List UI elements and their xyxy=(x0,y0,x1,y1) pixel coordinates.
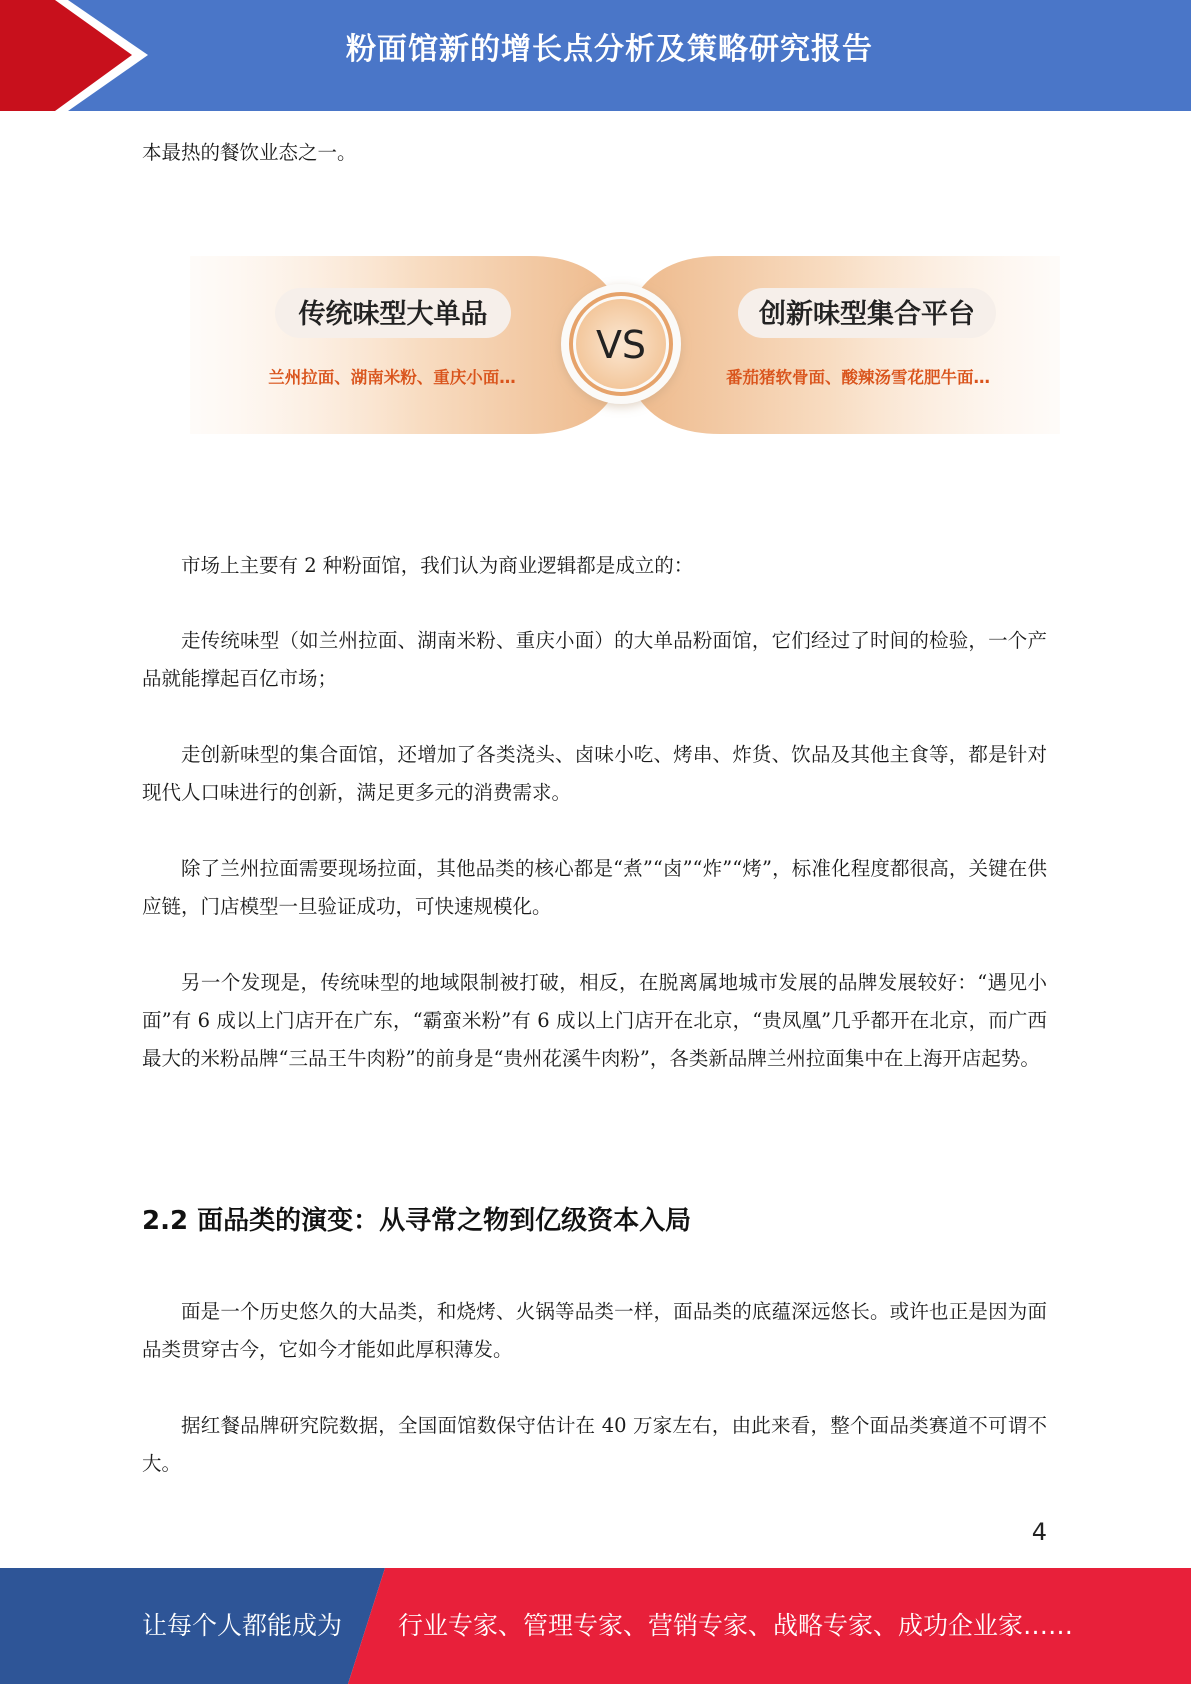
body-paragraph: 市场上主要有 2 种粉面馆，我们认为商业逻辑都是成立的： xyxy=(181,554,694,577)
vs-comparison-diagram xyxy=(190,250,1060,440)
report-title: 粉面馆新的增长点分析及策略研究报告 xyxy=(346,32,873,67)
body-paragraph: 走创新味型的集合面馆，还增加了各类浇头、卤味小吃、烤串、炸货、饮品及其他主食等，都是针对现代人口味进行的创新，满足更多元的消费需求。 xyxy=(142,743,1047,804)
intro-line: 本最热的餐饮业态之一。 xyxy=(142,141,357,164)
section-paragraph: 据红餐品牌研究院数据，全国面馆数保守估计在 40 万家左右，由此来看，整个面品类赛道不可谓不大。 xyxy=(142,1414,1047,1475)
body-paragraph-1-block xyxy=(142,547,1047,585)
right-examples: 番茄猪软骨面、酸辣汤雪花肥牛面… xyxy=(726,368,990,387)
section-paragraph: 面是一个历史悠久的大品类，和烧烤、火锅等品类一样，面品类的底蕴深远悠长。或许也正是因为面品类贯穿古今，它如今才能如此厚积薄发。 xyxy=(142,1300,1047,1361)
vs-label: VS xyxy=(595,323,647,367)
left-examples: 兰州拉面、湖南米粉、重庆小面… xyxy=(268,368,516,387)
body-paragraph-5-block xyxy=(142,964,1047,1078)
body-paragraph: 除了兰州拉面需要现场拉面，其他品类的核心都是“煮”“卤”“炸”“烤”，标准化程度都很高，关键在供应链，门店模型一旦验证成功，可快速规模化。 xyxy=(142,857,1047,918)
section-heading: 2.2 面品类的演变：从寻常之物到亿级资本入局 xyxy=(142,1206,692,1236)
left-title: 传统味型大单品 xyxy=(298,299,488,330)
body-paragraph: 走传统味型（如兰州拉面、湖南米粉、重庆小面）的大单品粉面馆，它们经过了时间的检验，一个产品就能撑起百亿市场； xyxy=(142,629,1047,690)
right-title: 创新味型集合平台 xyxy=(759,299,975,330)
section-paragraph-1-block xyxy=(142,1293,1047,1369)
body-paragraph-4-block xyxy=(142,850,1047,926)
section-paragraph-2-block xyxy=(142,1407,1047,1483)
page-header xyxy=(0,0,1191,111)
body-paragraph: 另一个发现是，传统味型的地域限制被打破，相反，在脱离属地城市发展的品牌发展较好：“遇见小面”有 6 成以上门店开在广东，“霸蛮米粉”有 6 成以上门店开在北京，“贵凤凰”几乎都开在北京，而广西最大的米粉品牌“三品王牛肉粉”的前身是“贵州花溪牛肉粉”，各类新品牌兰州拉面集中在上海开店起势。 xyxy=(142,971,1047,1070)
right-panel-shape xyxy=(640,256,1060,434)
body-paragraph-3-block xyxy=(142,736,1047,812)
footer-slogan-left: 让每个人都能成为 xyxy=(142,1611,343,1640)
body-paragraph-2-block xyxy=(142,622,1047,698)
left-panel-shape xyxy=(190,256,610,434)
intro-text-block xyxy=(142,134,1047,172)
footer-slogan-right: 行业专家、管理专家、营销专家、战略专家、成功企业家…… xyxy=(398,1611,1074,1640)
page-number: 4 xyxy=(1031,1518,1047,1546)
page-footer xyxy=(0,1568,1191,1684)
